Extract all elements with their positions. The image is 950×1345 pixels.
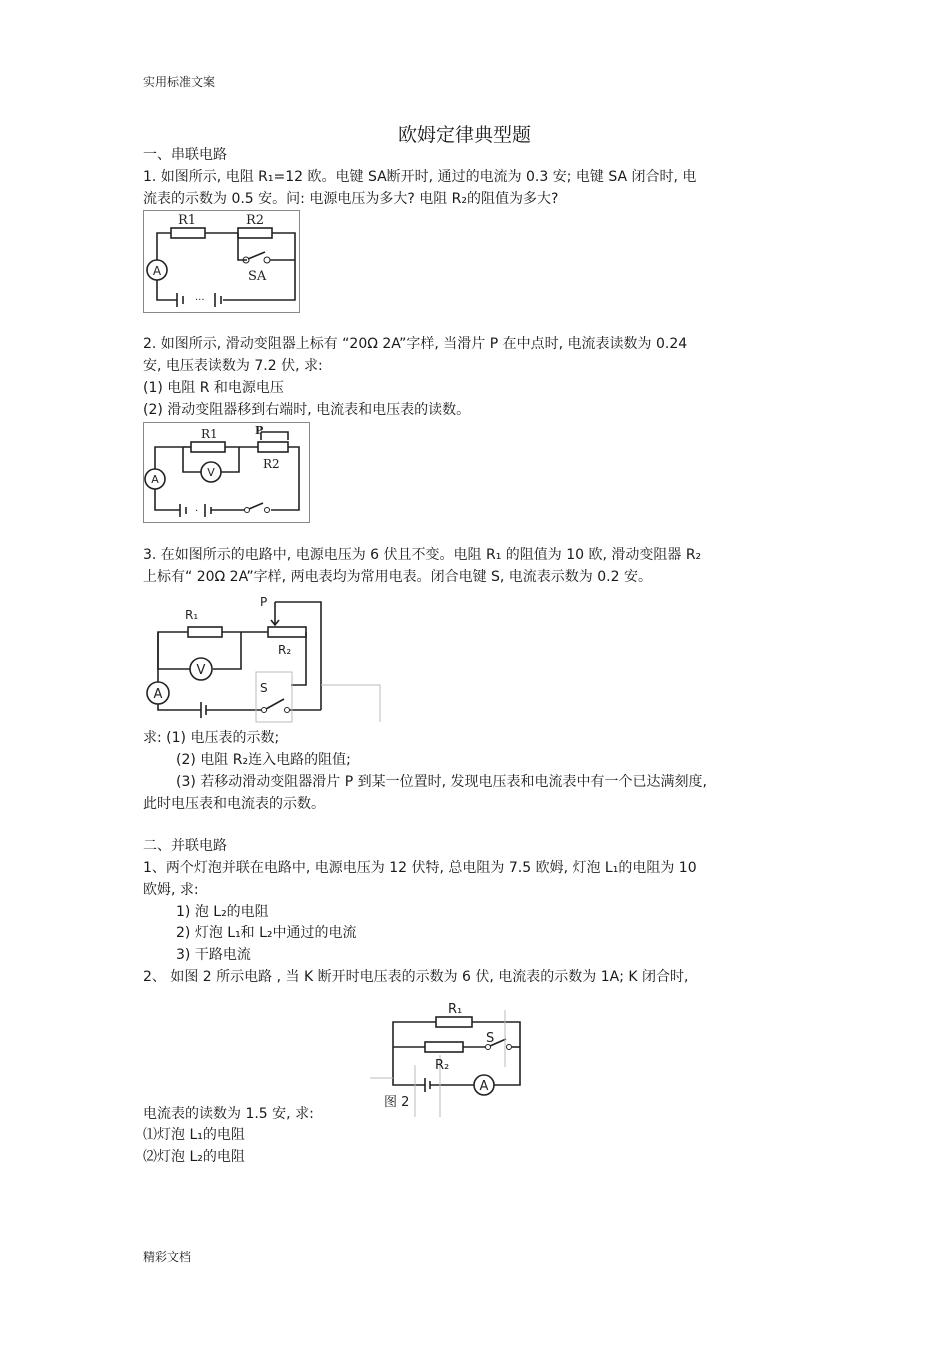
label-switch-s: S [260, 681, 268, 695]
battery-dots: ··· [195, 295, 205, 306]
problem-3-question-1: 求: (1) 电压表的示数; [143, 730, 280, 746]
label-r2: R2 [246, 213, 265, 228]
label-r1: R₁ [185, 608, 199, 622]
slider-label-p: P [255, 424, 264, 437]
problem-1-text-line2: 流表的示数为 0.5 安。问: 电源电压为多大? 电阻 R₂的阻值为多大? [143, 191, 559, 207]
problem-3-question-3-cont: 此时电压表和电流表的示数。 [143, 796, 325, 812]
label-switch-s: S [486, 1031, 495, 1046]
problem-3-text-line1: 3. 在如图所示的电路中, 电源电压为 6 伏且不变。电阻 R₁ 的阻值为 10 欧, 滑动变阻器 R₂ [143, 547, 702, 563]
circuit-diagram-1 [143, 210, 303, 315]
ammeter-label: A [479, 1079, 489, 1094]
problem-5-question-1: ⑴灯泡 L₁的电阻 [143, 1127, 245, 1143]
figure-caption: 图 2 [384, 1095, 410, 1110]
problem-2-question-1: (1) 电阻 R 和电源电压 [143, 380, 284, 396]
problem-5-text-line1: 2、 如图 2 所示电路 , 当 K 断开时电压表的示数为 6 伏, 电流表的示数为 1A; K 闭合时, [143, 969, 689, 985]
section-heading-series: 一、串联电路 [143, 147, 227, 163]
ammeter-label: A [152, 264, 162, 278]
problem-4-question-1: 1) 泡 L₂的电阻 [176, 904, 269, 920]
slider-label-p: P [260, 595, 268, 609]
circuit-diagram-2 [143, 422, 313, 525]
problem-2-text-line1: 2. 如图所示, 滑动变阻器上标有 “20Ω 2A”字样, 当滑片 P 在中点时, 电流表读数为 0.24 [143, 336, 688, 352]
page-header: 实用标准文案 [143, 75, 216, 89]
document-title: 欧姆定律典型题 [398, 124, 532, 146]
circuit-diagram-3 [143, 592, 383, 727]
problem-3-text-line2: 上标有“ 20Ω 2A”字样, 两电表均为常用电表。闭合电键 S, 电流表示数为 0.2 安。 [143, 569, 652, 585]
problem-1-text-line1: 1. 如图所示, 电阻 R₁=12 欧。电键 SA断开时, 通过的电流为 0.3 安; 电键 SA 闭合时, 电 [143, 169, 697, 185]
problem-4-question-3: 3) 干路电流 [176, 947, 251, 963]
circuit-diagram-4 [368, 995, 538, 1120]
problem-2-text-line2: 安, 电压表读数为 7.2 伏, 求: [143, 358, 323, 374]
problem-5-text-line2: 电流表的读数为 1.5 安, 求: [143, 1106, 314, 1122]
problem-4-text-line1: 1、两个灯泡并联在电路中, 电源电压为 12 伏特, 总电阻为 7.5 欧姆, 灯泡 L₁的电阻为 10 [143, 860, 697, 876]
label-r2: R2 [263, 457, 280, 471]
label-r2: R₂ [278, 643, 292, 657]
page-footer: 精彩文档 [143, 1250, 192, 1264]
voltmeter-label: V [196, 663, 206, 678]
problem-2-question-2: (2) 滑动变阻器移到右端时, 电流表和电压表的读数。 [143, 402, 471, 418]
section-heading-parallel: 二、并联电路 [143, 838, 227, 854]
problem-5-question-2: ⑵灯泡 L₂的电阻 [143, 1149, 245, 1165]
ammeter-label: A [153, 687, 163, 702]
problem-4-question-2: 2) 灯泡 L₁和 L₂中通过的电流 [176, 925, 357, 941]
label-r1: R1 [178, 213, 197, 228]
ammeter-label: A [151, 473, 159, 486]
label-r1: R₁ [448, 1002, 463, 1017]
problem-3-question-2: (2) 电阻 R₂连入电路的阻值; [176, 752, 351, 768]
label-r2: R₂ [435, 1058, 450, 1073]
label-r1: R1 [201, 427, 218, 441]
problem-3-question-3: (3) 若移动滑动变阻器滑片 P 到某一位置时, 发现电压表和电流表中有一个已达满刻度, [176, 774, 707, 790]
label-switch-sa: SA [248, 269, 267, 284]
battery-dots: · [195, 506, 199, 517]
voltmeter-label: V [207, 466, 215, 479]
problem-4-text-line2: 欧姆, 求: [143, 882, 199, 898]
